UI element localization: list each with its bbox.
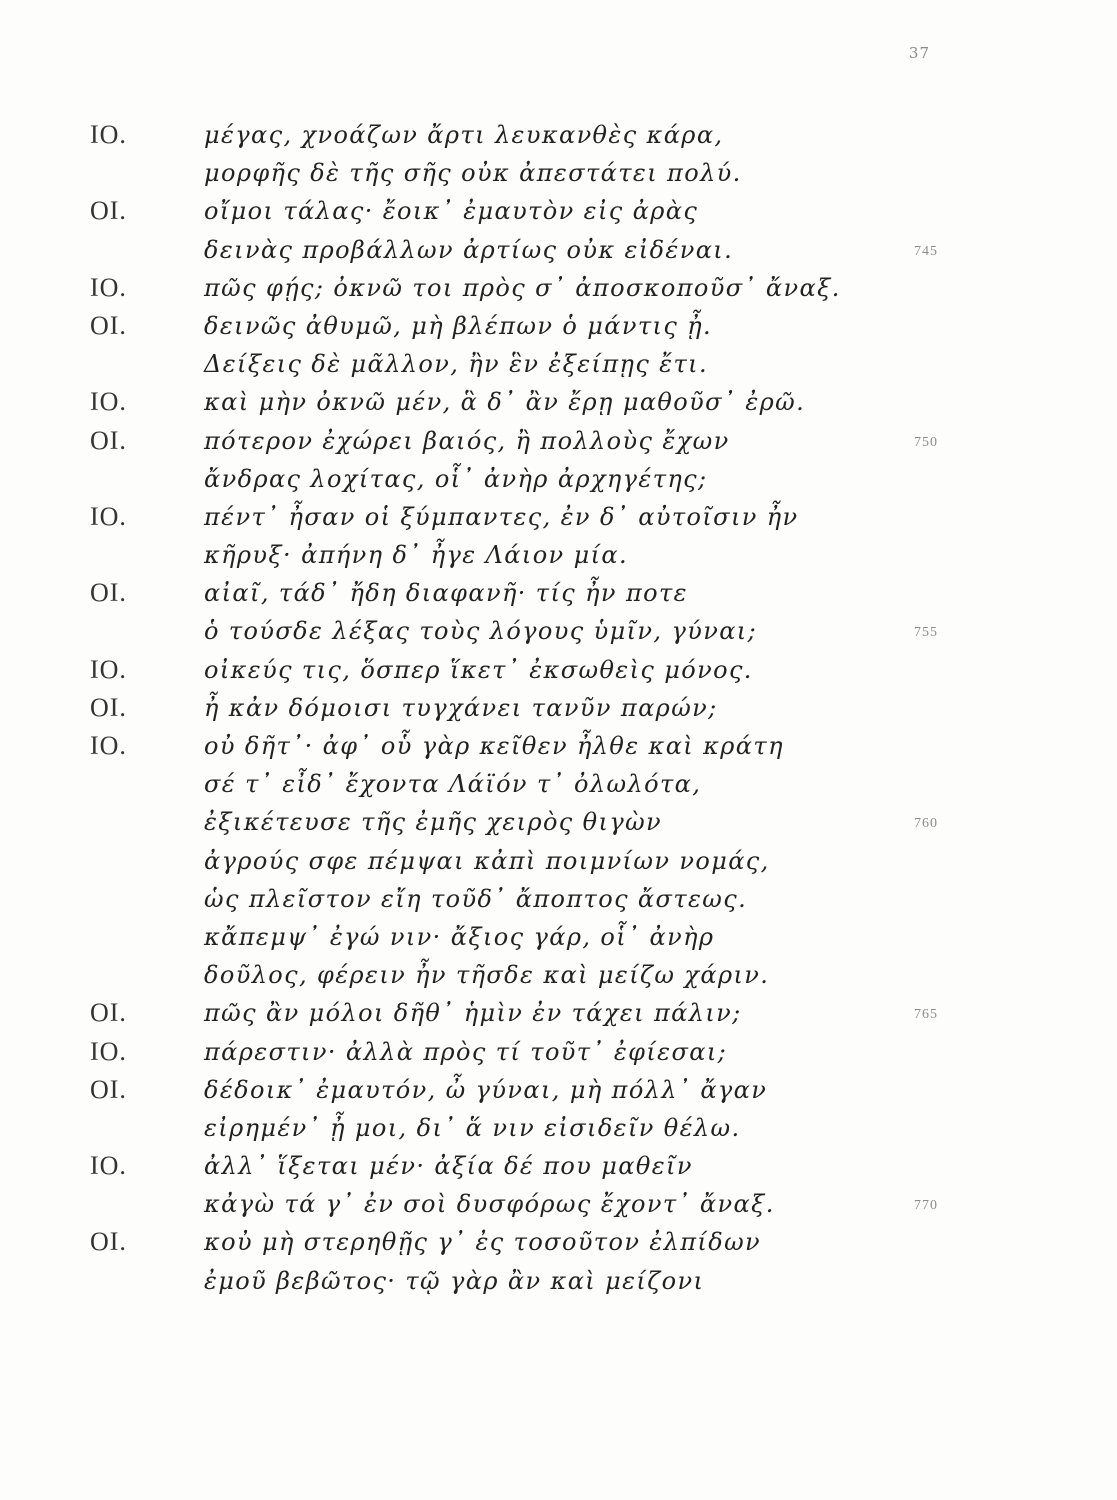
verse-text-line: καὶ μὴν ὀκνῶ μέν, ἃ δ᾽ ἂν ἔρῃ μαθοῦσ᾽ ἐρῶ. bbox=[204, 388, 806, 417]
verse-text-line: Δείξεις δὲ μᾶλλον, ἢν ἓν ἐξείπῃς ἔτι. bbox=[204, 350, 708, 379]
verse-text-line: μορφῆς δὲ τῆς σῆς οὐκ ἀπεστάτει πολύ. bbox=[204, 159, 742, 188]
verse-line bbox=[0, 345, 1117, 383]
verse-text-line: μέγας, χνοάζων ἄρτι λευκανθὲς κάρα, bbox=[204, 121, 724, 149]
verse-line bbox=[0, 918, 1117, 956]
verse-text-line: ἐμοῦ βεβῶτος· τῷ γὰρ ἂν καὶ μείζονι bbox=[204, 1266, 705, 1295]
verse-text bbox=[0, 116, 1117, 1300]
speaker-label: ΟΙ. bbox=[90, 998, 127, 1028]
verse-line bbox=[0, 269, 1117, 307]
verse-text-line: κοὐ μὴ στερηθῇς γ᾽ ἐς τοσοῦτον ἐλπίδων bbox=[204, 1228, 762, 1257]
speaker-label: ΙΟ. bbox=[90, 387, 127, 417]
line-number: 760 bbox=[914, 816, 938, 832]
verse-text-line: δεινῶς ἀθυμῶ, μὴ βλέπων ὁ μάντις ᾖ. bbox=[204, 311, 713, 340]
verse-text-line: ἄνδρας λοχίτας, οἷ᾽ ἀνὴρ ἀρχηγέτης; bbox=[204, 464, 708, 493]
speaker-label: ΙΟ. bbox=[90, 120, 127, 149]
verse-line bbox=[0, 765, 1117, 803]
speaker-label: ΟΙ. bbox=[90, 692, 127, 722]
speaker-label: ΟΙ. bbox=[90, 310, 127, 340]
verse-line bbox=[0, 880, 1117, 918]
verse-line bbox=[0, 727, 1117, 765]
verse-text-line: ὁ τούσδε λέξας τοὺς λόγους ὑμῖν, γύναι; bbox=[204, 617, 758, 646]
verse-line bbox=[0, 651, 1117, 689]
verse-line bbox=[0, 498, 1117, 536]
verse-line bbox=[0, 1109, 1117, 1147]
verse-line bbox=[0, 383, 1117, 421]
speaker-label: ΟΙ. bbox=[90, 196, 127, 226]
verse-text-line: κἀγὼ τά γ᾽ ἐν σοὶ δυσφόρως ἔχοντ᾽ ἄναξ. bbox=[204, 1190, 775, 1219]
verse-text-line: κῆρυξ· ἀπήνη δ᾽ ἦγε Λάιον μία. bbox=[204, 541, 629, 570]
verse-text-line: ἀγρούς σφε πέμψαι κἀπὶ ποιμνίων νομάς, bbox=[204, 846, 770, 875]
verse-line bbox=[0, 842, 1117, 880]
speaker-label: ΟΙ. bbox=[90, 1074, 127, 1104]
line-number: 750 bbox=[914, 434, 938, 450]
verse-line bbox=[0, 231, 1117, 269]
speaker-label: ΙΟ. bbox=[90, 1151, 127, 1181]
speaker-label: ΙΟ. bbox=[90, 654, 127, 684]
verse-line bbox=[0, 689, 1117, 727]
verse-text-line: οἴμοι τάλας· ἔοικ᾽ ἐμαυτὸν εἰς ἀρὰς bbox=[204, 197, 699, 226]
verse-line bbox=[0, 154, 1117, 192]
verse-text-line: δεινὰς προβάλλων ἀρτίως οὐκ εἰδέναι. bbox=[204, 235, 734, 264]
verse-line bbox=[0, 956, 1117, 994]
verse-line bbox=[0, 803, 1117, 841]
verse-line bbox=[0, 1033, 1117, 1071]
speaker-label: ΟΙ. bbox=[90, 1227, 127, 1257]
speaker-label: ΙΟ. bbox=[90, 272, 127, 302]
verse-text-line: ἀλλ᾽ ἵξεται μέν· ἀξία δέ που μαθεῖν bbox=[204, 1152, 693, 1181]
verse-line bbox=[0, 422, 1117, 460]
verse-line bbox=[0, 116, 1117, 154]
speaker-label: ΟΙ. bbox=[90, 425, 127, 455]
verse-line bbox=[0, 1147, 1117, 1185]
verse-text-line: πῶς ἂν μόλοι δῆθ᾽ ἡμὶν ἐν τάχει πάλιν; bbox=[204, 999, 742, 1028]
verse-text-line: πῶς φῄς; ὀκνῶ τοι πρὸς σ᾽ ἀποσκοποῦσ᾽ ἄναξ. bbox=[204, 273, 841, 302]
line-number: 765 bbox=[914, 1007, 938, 1023]
verse-text-line: δοῦλος, φέρειν ἦν τῆσδε καὶ μείζω χάριν. bbox=[204, 961, 770, 990]
verse-text-line: οἰκεύς τις, ὅσπερ ἵκετ᾽ ἐκσωθεὶς μόνος. bbox=[204, 655, 753, 684]
verse-text-line: αἰαῖ, τάδ᾽ ἤδη διαφανῆ· τίς ἦν ποτε bbox=[204, 579, 688, 608]
line-number: 770 bbox=[914, 1198, 938, 1214]
verse-text-line: ἦ κἀν δόμοισι τυγχάνει τανῦν παρών; bbox=[204, 693, 718, 722]
line-number: 755 bbox=[914, 625, 938, 641]
verse-line bbox=[0, 994, 1117, 1032]
verse-text-line: εἰρημέν᾽ ᾖ μοι, δι᾽ ἅ νιν εἰσιδεῖν θέλω. bbox=[204, 1113, 741, 1142]
verse-text-line: ὡς πλεῖστον εἴη τοῦδ᾽ ἄποπτος ἄστεως. bbox=[204, 884, 748, 913]
speaker-label: ΙΟ. bbox=[90, 501, 127, 531]
page-number: 37 bbox=[908, 44, 930, 62]
verse-text-line: πότερον ἐχώρει βαιός, ἢ πολλοὺς ἔχων bbox=[204, 426, 730, 455]
verse-line bbox=[0, 536, 1117, 574]
verse-text-line: κἄπεμψ᾽ ἐγώ νιν· ἄξιος γάρ, οἷ᾽ ἀνὴρ bbox=[204, 922, 715, 951]
verse-text-line: οὐ δῆτ᾽· ἀφ᾽ οὗ γὰρ κεῖθεν ἦλθε καὶ κράτη bbox=[204, 732, 784, 760]
verse-line bbox=[0, 460, 1117, 498]
speaker-label: ΟΙ. bbox=[90, 578, 127, 608]
verse-line bbox=[0, 1223, 1117, 1261]
speaker-label: ΙΟ. bbox=[90, 1036, 127, 1066]
verse-line bbox=[0, 1185, 1117, 1223]
verse-text-line: ἐξικέτευσε τῆς ἐμῆς χειρὸς θιγὼν bbox=[204, 808, 663, 837]
speaker-label: ΙΟ. bbox=[90, 731, 127, 760]
line-number: 745 bbox=[914, 243, 938, 259]
verse-line bbox=[0, 612, 1117, 650]
verse-line bbox=[0, 574, 1117, 612]
verse-line bbox=[0, 1071, 1117, 1109]
verse-text-line: δέδοικ᾽ ἐμαυτόν, ὦ γύναι, μὴ πόλλ᾽ ἄγαν bbox=[204, 1075, 768, 1104]
verse-line bbox=[0, 192, 1117, 230]
verse-text-line: σέ τ᾽ εἶδ᾽ ἔχοντα Λάϊόν τ᾽ ὀλωλότα, bbox=[204, 770, 702, 799]
verse-line bbox=[0, 307, 1117, 345]
verse-text-line: πάρεστιν· ἀλλὰ πρὸς τί τοῦτ᾽ ἐφίεσαι; bbox=[204, 1037, 728, 1066]
verse-text-line: πέντ᾽ ἦσαν οἱ ξύμπαντες, ἐν δ᾽ αὐτοῖσιν ἦν bbox=[204, 502, 799, 531]
verse-line bbox=[0, 1262, 1117, 1300]
